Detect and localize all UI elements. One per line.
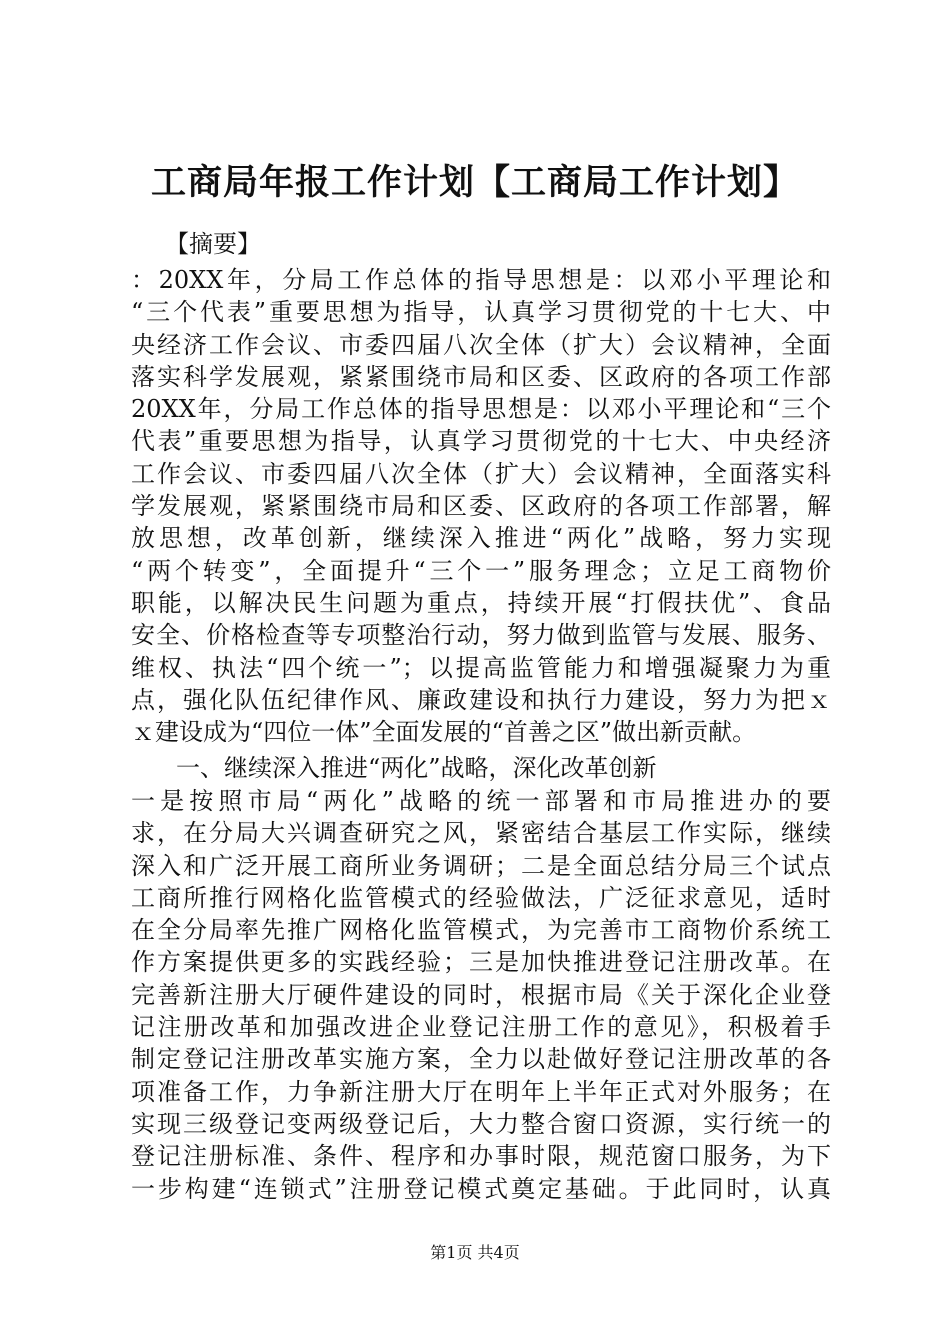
abstract-line: ｘ建设成为“四位一体”全面发展的“首善之区”做出新贡献。 — [131, 718, 757, 747]
section-line: 制定登记注册改革实施方案，全力以赴做好登记注册改革的各 — [131, 1045, 831, 1074]
abstract-line: 工作会议、市委四届八次全体（扩大）会议精神，全面落实科 — [131, 459, 831, 488]
abstract-line: 代表”重要思想为指导，认真学习贯彻党的十七大、中央经济 — [131, 427, 831, 456]
abstract-line: “三个代表”重要思想为指导，认真学习贯彻党的十七大、中 — [131, 298, 831, 327]
section-heading — [176, 752, 836, 784]
section-line: 登记注册标准、条件、程序和办事时限，规范窗口服务，为下 — [131, 1142, 831, 1171]
section-line: 记注册改革和加强改进企业登记注册工作的意见》，积极着手 — [131, 1013, 831, 1042]
section-line: 深入和广泛开展工商所业务调研；二是全面总结分局三个试点 — [131, 851, 831, 880]
section-line: 一步构建“连锁式”注册登记模式奠定基础。于此同时，认真 — [131, 1174, 831, 1203]
section-line: 项准备工作，力争新注册大厅在明年上半年正式对外服务；在 — [131, 1077, 831, 1106]
section-heading-text: 一、继续深入推进“两化”战略，深化改革创新 — [176, 754, 657, 782]
abstract-line: 放思想，改革创新，继续深入推进“两化”战略，努力实现 — [131, 524, 831, 553]
section-paragraph — [131, 785, 831, 1205]
section-line: 完善新注册大厅硬件建设的同时，根据市局《关于深化企业登 — [131, 980, 831, 1009]
abstract-line: 职能，以解决民生问题为重点，持续开展“打假扶优”、食品 — [131, 588, 831, 617]
document-title: 工商局年报工作计划【工商局工作计划】 — [150, 162, 799, 203]
abstract-line: 维权、执法“四个统一”；以提高监管能力和增强凝聚力为重 — [131, 653, 831, 682]
section-line: 在全分局率先推广网格化监管模式，为完善市工商物价系统工 — [131, 916, 831, 945]
section-line: 一是按照市局“两化”战略的统一部署和市局推进办的要 — [131, 787, 831, 815]
abstract-paragraph — [131, 264, 831, 748]
abstract-line: 落实科学发展观，紧紧围绕市局和区委、区政府的各项工作部 — [131, 362, 831, 391]
abstract-line: 学发展观，紧紧围绕市局和区委、区政府的各项工作部署，解 — [131, 492, 831, 521]
abstract-label: 【摘要】 — [165, 230, 261, 258]
abstract-line: “两个转变”，全面提升“三个一”服务理念；立足工商物价 — [131, 556, 831, 585]
page-indicator: 第1页 共4页 — [430, 1243, 520, 1262]
section-line: 求，在分局大兴调查研究之风，紧密结合基层工作实际，继续 — [131, 819, 831, 848]
section-line: 实现三级登记变两级登记后，大力整合窗口资源，实行统一的 — [131, 1109, 831, 1138]
abstract-line: 点，强化队伍纪律作风、廉政建设和执行力建设，努力为把ｘ — [131, 685, 831, 714]
abstract-line: 央经济工作会议、市委四届八次全体（扩大）会议精神，全面 — [131, 330, 831, 359]
abstract-line: 安全、价格检查等专项整治行动，努力做到监管与发展、服务、 — [131, 621, 831, 650]
abstract-line: ：20XX年，分局工作总体的指导思想是：以邓小平理论和 — [131, 266, 831, 294]
section-line: 工商所推行网格化监管模式的经验做法，广泛征求意见，适时 — [131, 883, 831, 912]
section-line: 作方案提供更多的实践经验；三是加快推进登记注册改革。在 — [131, 948, 831, 977]
abstract-line: 20XX年，分局工作总体的指导思想是：以邓小平理论和“三个 — [131, 395, 831, 424]
